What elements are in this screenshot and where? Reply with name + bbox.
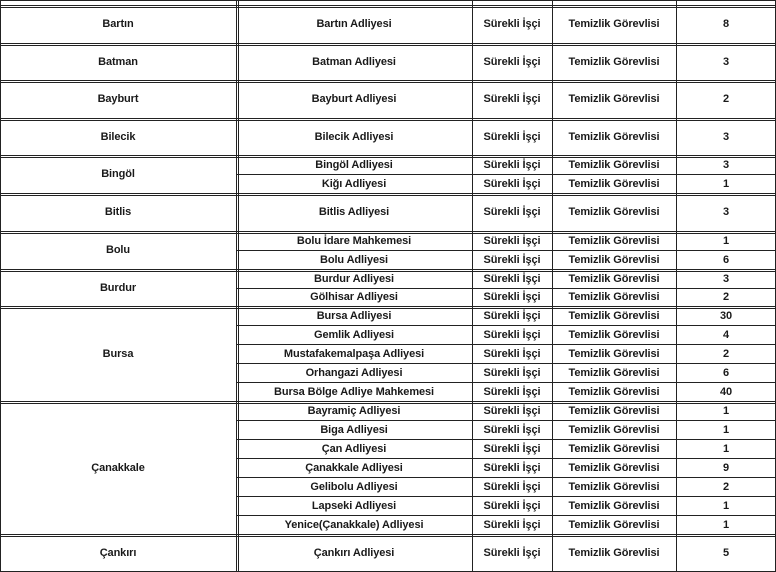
status-cell: Sürekli İşçi <box>483 366 541 379</box>
grid-line <box>0 118 776 119</box>
count-cell: 8 <box>722 18 730 30</box>
count-cell: 1 <box>722 234 730 247</box>
grid-line <box>236 325 776 326</box>
count-cell: 9 <box>722 461 730 474</box>
grid-line <box>0 403 776 404</box>
status-cell: Sürekli İşçi <box>483 423 541 436</box>
status-cell: Sürekli İşçi <box>483 547 541 559</box>
unit-cell: Bursa Adliyesi <box>316 309 392 322</box>
unit-cell: Bayramiç Adliyesi <box>307 404 401 417</box>
count-cell: 5 <box>722 547 730 559</box>
unit-cell: Bartın Adliyesi <box>316 18 392 30</box>
count-cell: 1 <box>722 499 730 512</box>
grid-line <box>236 344 776 345</box>
status-cell: Sürekli İşçi <box>483 206 541 218</box>
status-cell: Sürekli İşçi <box>483 442 541 455</box>
unit-cell: Çan Adliyesi <box>321 442 387 455</box>
role-cell: Temizlik Görevlisi <box>568 547 660 559</box>
grid-line <box>0 233 776 234</box>
unit-cell: Bolu İdare Mahkemesi <box>296 234 412 247</box>
unit-cell: Gelibolu Adliyesi <box>310 480 398 493</box>
role-cell: Temizlik Görevlisi <box>568 385 660 398</box>
role-cell: Temizlik Görevlisi <box>568 480 660 493</box>
role-cell: Temizlik Görevlisi <box>568 404 660 417</box>
grid-line <box>0 80 776 81</box>
status-cell: Sürekli İşçi <box>483 177 541 190</box>
grid-line <box>0 43 776 44</box>
grid-line <box>0 269 776 270</box>
count-cell: 3 <box>722 55 730 68</box>
role-cell: Temizlik Görevlisi <box>568 130 660 143</box>
status-cell: Sürekli İşçi <box>483 480 541 493</box>
role-cell: Temizlik Görevlisi <box>568 177 660 190</box>
unit-cell: Kiğı Adliyesi <box>321 177 387 190</box>
count-cell: 2 <box>722 93 730 105</box>
grid-line <box>236 477 776 478</box>
grid-line <box>0 45 776 46</box>
status-cell: Sürekli İşçi <box>483 18 541 30</box>
city-cell: Çanakkale <box>91 461 145 474</box>
role-cell: Temizlik Görevlisi <box>568 291 660 303</box>
unit-cell: Biga Adliyesi <box>320 423 388 436</box>
count-cell: 40 <box>719 385 733 398</box>
status-cell: Sürekli İşçi <box>483 234 541 247</box>
unit-cell: Çanakkale Adliyesi <box>305 461 403 474</box>
status-cell: Sürekli İşçi <box>483 385 541 398</box>
role-cell: Temizlik Görevlisi <box>568 499 660 512</box>
grid-line <box>552 0 553 572</box>
count-cell: 6 <box>722 366 730 379</box>
status-cell: Sürekli İşçi <box>483 309 541 322</box>
grid-line <box>0 157 776 158</box>
unit-cell: Bilecik Adliyesi <box>314 130 394 143</box>
grid-line <box>0 231 776 232</box>
unit-cell: Bingöl Adliyesi <box>315 158 393 171</box>
status-cell: Sürekli İşçi <box>483 328 541 341</box>
grid-line <box>0 306 776 307</box>
role-cell: Temizlik Görevlisi <box>568 461 660 474</box>
status-cell: Sürekli İşçi <box>483 404 541 417</box>
role-cell: Temizlik Görevlisi <box>568 18 660 30</box>
role-cell: Temizlik Görevlisi <box>568 328 660 341</box>
role-cell: Temizlik Görevlisi <box>568 272 660 285</box>
grid-line <box>0 155 776 156</box>
count-cell: 1 <box>722 423 730 436</box>
city-cell: Burdur <box>99 281 137 294</box>
role-cell: Temizlik Görevlisi <box>568 442 660 455</box>
unit-cell: Gemlik Adliyesi <box>313 328 395 341</box>
grid-line <box>236 174 776 175</box>
grid-line <box>236 250 776 251</box>
unit-cell: Bitlis Adliyesi <box>318 206 390 218</box>
unit-cell: Bayburt Adliyesi <box>311 93 397 105</box>
status-cell: Sürekli İşçi <box>483 291 541 303</box>
city-cell: Batman <box>98 55 138 68</box>
city-cell: Bilecik <box>100 130 136 143</box>
city-cell: Çankırı <box>99 547 137 559</box>
grid-line <box>0 5 776 6</box>
role-cell: Temizlik Görevlisi <box>568 253 660 266</box>
status-cell: Sürekli İşçi <box>483 272 541 285</box>
count-cell: 2 <box>722 347 730 360</box>
grid-line <box>0 120 776 121</box>
unit-cell: Bolu Adliyesi <box>320 253 388 266</box>
count-cell: 2 <box>722 480 730 493</box>
grid-line <box>0 0 776 1</box>
role-cell: Temizlik Görevlisi <box>568 347 660 360</box>
count-cell: 2 <box>722 291 730 303</box>
grid-line <box>236 515 776 516</box>
count-cell: 1 <box>722 518 730 531</box>
grid-line <box>236 439 776 440</box>
grid-line <box>0 534 776 535</box>
city-cell: Bayburt <box>97 93 139 105</box>
unit-cell: Bursa Bölge Adliye Mahkemesi <box>273 385 434 398</box>
grid-line <box>0 193 776 194</box>
role-cell: Temizlik Görevlisi <box>568 309 660 322</box>
count-cell: 1 <box>722 442 730 455</box>
role-cell: Temizlik Görevlisi <box>568 55 660 68</box>
grid-line <box>0 82 776 83</box>
status-cell: Sürekli İşçi <box>483 158 541 171</box>
city-cell: Bingöl <box>101 168 135 180</box>
count-cell: 3 <box>722 130 730 143</box>
role-cell: Temizlik Görevlisi <box>568 423 660 436</box>
grid-line <box>236 0 237 572</box>
unit-cell: Orhangazi Adliyesi <box>305 366 403 379</box>
unit-cell: Çankırı Adliyesi <box>313 547 395 559</box>
unit-cell: Burdur Adliyesi <box>314 272 394 285</box>
unit-cell: Yenice(Çanakkale) Adliyesi <box>284 518 424 531</box>
city-cell: Bursa <box>102 347 134 360</box>
grid-line <box>236 363 776 364</box>
city-cell: Bitlis <box>104 206 132 218</box>
status-cell: Sürekli İşçi <box>483 518 541 531</box>
unit-cell: Mustafakemalpaşa Adliyesi <box>283 347 425 360</box>
grid-line <box>236 382 776 383</box>
unit-cell: Gölhisar Adliyesi <box>310 291 398 303</box>
grid-line <box>0 195 776 196</box>
grid-line <box>0 401 776 402</box>
count-cell: 1 <box>722 404 730 417</box>
grid-line <box>472 0 473 572</box>
role-cell: Temizlik Görevlisi <box>568 234 660 247</box>
grid-line <box>236 458 776 459</box>
status-cell: Sürekli İşçi <box>483 499 541 512</box>
status-cell: Sürekli İşçi <box>483 347 541 360</box>
count-cell: 30 <box>719 309 733 322</box>
grid-line <box>0 536 776 537</box>
grid-line <box>236 288 776 289</box>
status-cell: Sürekli İşçi <box>483 55 541 68</box>
city-cell: Bartın <box>102 18 134 30</box>
grid-line <box>0 7 776 8</box>
status-cell: Sürekli İşçi <box>483 93 541 105</box>
count-cell: 3 <box>722 272 730 285</box>
city-cell: Bolu <box>105 244 131 256</box>
status-cell: Sürekli İşçi <box>483 130 541 143</box>
role-cell: Temizlik Görevlisi <box>568 518 660 531</box>
role-cell: Temizlik Görevlisi <box>568 93 660 105</box>
count-cell: 6 <box>722 253 730 266</box>
grid-line <box>0 308 776 309</box>
status-cell: Sürekli İşçi <box>483 461 541 474</box>
role-cell: Temizlik Görevlisi <box>568 158 660 171</box>
grid-line <box>0 0 1 572</box>
grid-line <box>238 0 239 572</box>
unit-cell: Lapseki Adliyesi <box>311 499 397 512</box>
grid-line <box>236 496 776 497</box>
count-cell: 1 <box>722 177 730 190</box>
grid-line <box>236 420 776 421</box>
grid-line <box>676 0 677 572</box>
count-cell: 3 <box>722 206 730 218</box>
status-cell: Sürekli İşçi <box>483 253 541 266</box>
grid-line <box>0 271 776 272</box>
count-cell: 3 <box>722 158 730 171</box>
count-cell: 4 <box>722 328 730 341</box>
unit-cell: Batman Adliyesi <box>312 55 396 68</box>
role-cell: Temizlik Görevlisi <box>568 206 660 218</box>
role-cell: Temizlik Görevlisi <box>568 366 660 379</box>
